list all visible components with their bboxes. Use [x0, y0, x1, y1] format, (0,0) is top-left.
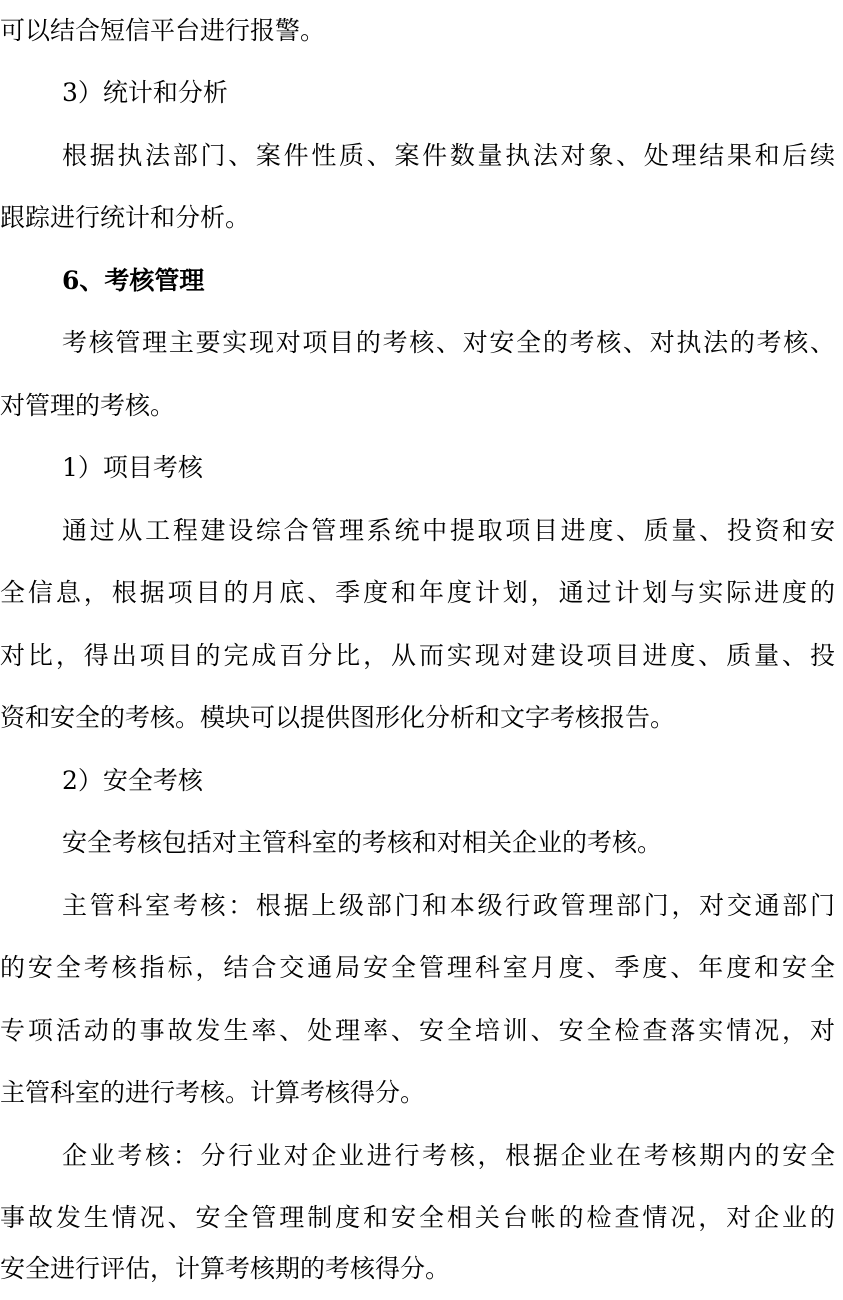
paragraph-line: 安全考核包括对主管科室的考核和对相关企业的考核。 [62, 828, 663, 857]
paragraph-line: 对比，得出项目的完成百分比，从而实现对建设项目进度、质量、投 [0, 641, 835, 670]
paragraph-line: 主管科室的进行考核。计算考核得分。 [0, 1078, 426, 1107]
paragraph-line: 事故发生情况、安全管理制度和安全相关台帐的检查情况，对企业的 [0, 1203, 835, 1232]
paragraph-line: 的安全考核指标，结合交通局安全管理科室月度、季度、年度和安全 [0, 953, 835, 982]
subsection-heading: 3）统计和分析 [62, 78, 228, 107]
paragraph-line: 资和安全的考核。模块可以提供图形化分析和文字考核报告。 [0, 703, 676, 732]
paragraph-line: 安全进行评估，计算考核期的考核得分。 [0, 1254, 451, 1283]
paragraph-line: 根据执法部门、案件性质、案件数量执法对象、处理结果和后续 [62, 141, 835, 170]
subsection-heading: 1）项目考核 [62, 453, 203, 482]
paragraph-line: 对管理的考核。 [0, 391, 176, 420]
paragraph-line: 专项活动的事故发生率、处理率、安全培训、安全检查落实情况，对 [0, 1016, 835, 1045]
paragraph-line: 企业考核：分行业对企业进行考核，根据企业在考核期内的安全 [62, 1141, 835, 1170]
paragraph-line: 通过从工程建设综合管理系统中提取项目进度、质量、投资和安 [62, 516, 835, 545]
subsection-heading: 2）安全考核 [62, 766, 203, 795]
paragraph-line: 主管科室考核：根据上级部门和本级行政管理部门，对交通部门 [62, 891, 835, 920]
paragraph-line: 考核管理主要实现对项目的考核、对安全的考核、对执法的考核、 [62, 328, 835, 357]
paragraph-line: 可以结合短信平台进行报警。 [0, 16, 326, 45]
paragraph-line: 跟踪进行统计和分析。 [0, 203, 251, 232]
paragraph-line: 全信息，根据项目的月底、季度和年度计划，通过计划与实际进度的 [0, 578, 835, 607]
section-heading: 6、考核管理 [62, 266, 205, 295]
